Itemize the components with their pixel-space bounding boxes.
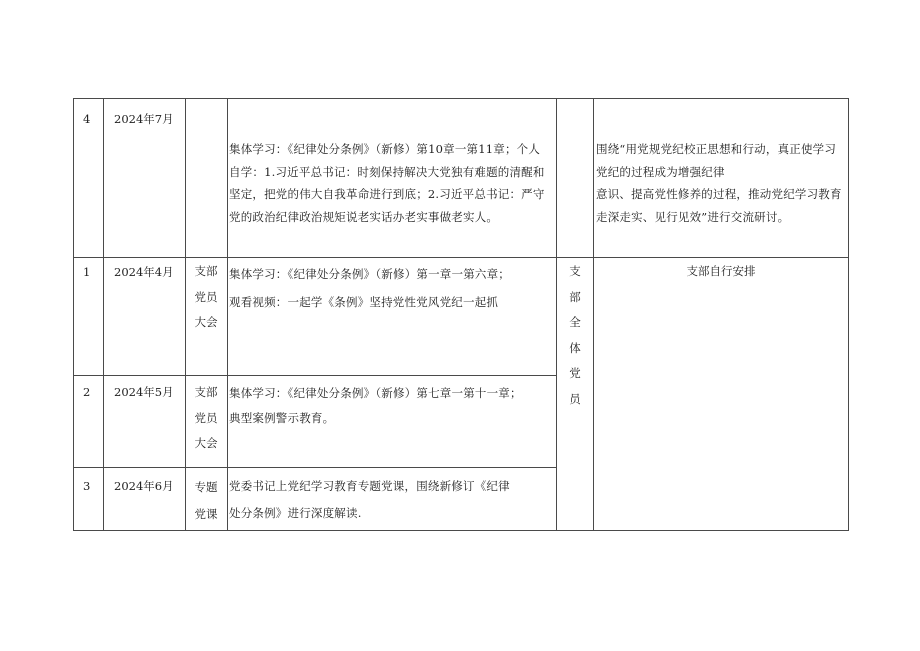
row-number: 2 (83, 385, 91, 399)
content-line: 党委书记上党纪学习教育专题党课，围绕新修订《纪律 (229, 479, 510, 493)
remark: 支部自行安排 (686, 264, 756, 278)
type-line: 大会 (194, 315, 218, 329)
row-month: 2024年4月 (114, 265, 174, 279)
participants: 支 部 全 体 党 员 (569, 264, 581, 406)
table-border-right (848, 98, 849, 531)
meeting-type (186, 259, 226, 336)
type-line: 支部 (194, 385, 218, 399)
note-line: 走深走实、见行见效”进行交流研讨。 (596, 209, 790, 224)
row-number: 1 (83, 265, 91, 279)
meeting-type (186, 380, 226, 457)
content-line: 自学：1.习近平总书记：时刻保持解决大党独有难题的清醒和 (229, 164, 545, 179)
row-month: 2024年6月 (114, 479, 174, 493)
row-divider (73, 375, 556, 376)
content-line: 集体学习：《纪律处分条例》（新修）第七章一第十一章； (229, 386, 522, 400)
table-border-top (73, 98, 849, 99)
row-content (229, 381, 559, 431)
column-divider (593, 98, 594, 531)
row-content (229, 260, 559, 316)
content-line: 典型案例警示教育。 (229, 411, 335, 425)
row-content (229, 138, 559, 228)
type-line: 党员 (194, 289, 218, 304)
row-divider (73, 257, 849, 258)
row-divider (73, 467, 556, 468)
content-line: 集体学习：《纪律处分条例》（新修）第一章一第六章； (229, 267, 510, 281)
row-month: 2024年7月 (114, 112, 174, 126)
row-number: 4 (83, 112, 91, 126)
content-line: 处分条例》进行深度解读. (229, 506, 362, 520)
note-line: 党纪的过程成为增强纪律 (596, 164, 725, 179)
content-line: 观看视频：一起学《条例》坚持党性党风党纪一起抓 (229, 295, 499, 309)
note-line: 围绕“用党规党纪校正思想和行动，真正使学习 (596, 142, 837, 156)
type-line: 党课 (194, 507, 218, 521)
row-month: 2024年5月 (114, 385, 174, 399)
column-divider (227, 98, 228, 531)
type-line: 专题 (194, 480, 218, 494)
type-line: 党员 (194, 410, 218, 425)
row-number: 3 (83, 479, 91, 493)
content-line: 坚定，把党的伟大自我革命进行到底；2.习近平总书记：严守 (229, 187, 545, 201)
note-line: 意识、提高党性修养的过程，推动党纪学习教育 (596, 187, 842, 201)
meeting-type (186, 474, 226, 528)
content-line: 党的政治纪律政治规矩说老实话办老实事做老实人。 (229, 209, 499, 224)
row-note (596, 138, 848, 228)
content-line: 集体学习：《纪律处分条例》（新修）第10章一第11章；个人 (229, 142, 541, 156)
type-line: 支部 (194, 264, 218, 278)
table-border-left (73, 98, 74, 531)
table-border-bottom (73, 530, 849, 531)
type-line: 大会 (194, 436, 218, 450)
column-divider (103, 98, 104, 531)
row-content (229, 473, 559, 527)
